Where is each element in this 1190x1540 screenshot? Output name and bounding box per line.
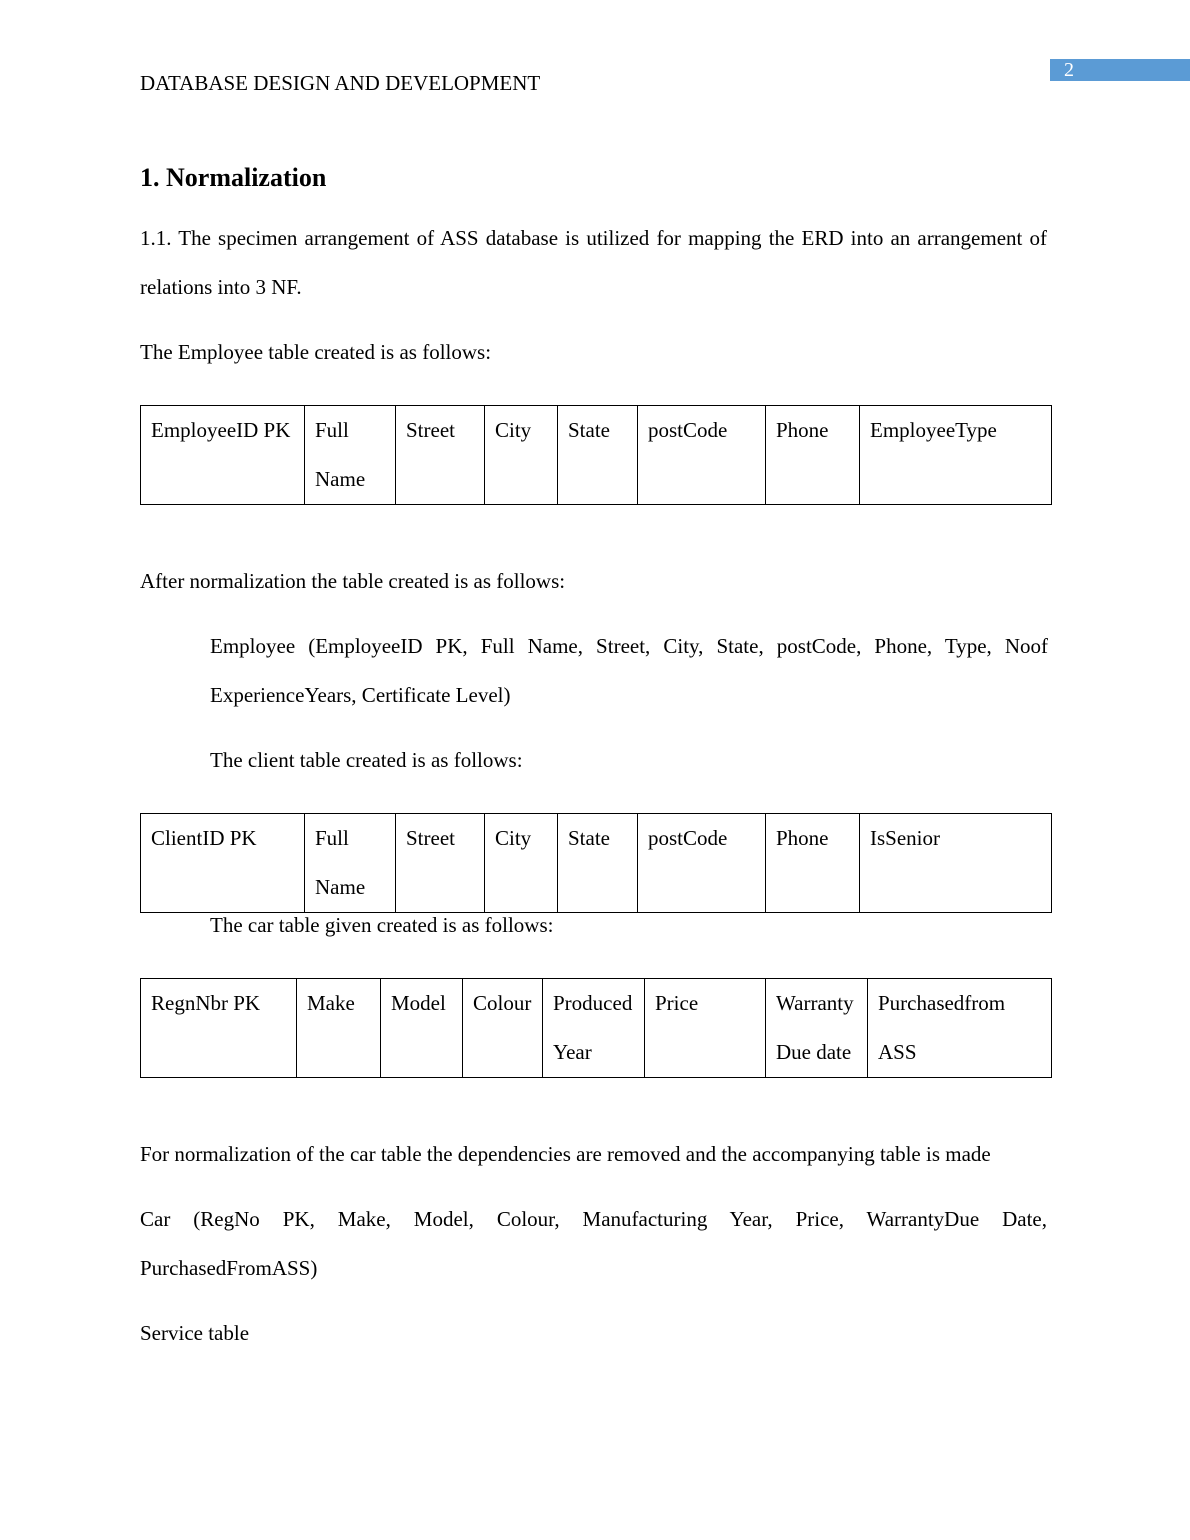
page-number-badge [1050,59,1190,81]
table-cell [381,979,463,1078]
cell-text: ASS [878,1040,917,1064]
table-cell [396,406,485,505]
table-cell [860,814,1052,913]
intro-paragraph-line2: relations into 3 NF. [140,275,302,299]
intro-paragraph-line1: 1.1. The specimen arrangement of ASS database is utilized for mapping the ERD into an arrangement of [140,226,1047,250]
cell-text: Make [307,991,355,1015]
section-heading: 1. Normalization [140,163,327,192]
table-cell [305,406,396,505]
cell-text: City [495,418,532,442]
cell-text: State [568,826,610,850]
cell-text: Year [553,1040,592,1064]
cell-text: Phone [776,826,829,850]
page-number: 2 [1064,59,1074,81]
cell-text: Price [655,991,699,1015]
car-normalization-text: For normalization of the car table the dependencies are removed and the accompanying table is made [140,1142,991,1166]
cell-text: EmployeeType [870,418,997,442]
cell-text: Due date [776,1040,852,1064]
cell-text: Full [315,826,349,850]
table-cell [638,814,766,913]
cell-text: Street [406,826,455,850]
cell-text: Warranty [776,991,854,1015]
cell-text: Name [315,467,366,491]
client-table [140,813,1052,913]
cell-text: EmployeeID PK [151,418,291,442]
cell-text: Colour [473,991,532,1015]
table-cell [638,406,766,505]
table-cell [141,979,297,1078]
employee-table [140,405,1052,505]
table-row [141,406,1052,505]
cell-text: Purchasedfrom [878,991,1006,1015]
employee-table-caption: The Employee table created is as follows: [140,340,492,364]
table-cell [860,406,1052,505]
table-cell [396,814,485,913]
cell-text: postCode [648,826,728,850]
table-cell [543,979,645,1078]
table-cell [297,979,381,1078]
car-table-caption: The car table given created is as follows: [210,913,554,937]
client-table-caption: The client table created is as follows: [210,748,523,772]
table-cell [766,814,860,913]
table-cell [766,979,868,1078]
table-cell [141,814,305,913]
table-cell [868,979,1052,1078]
cell-text: Street [406,418,455,442]
car-relation-line1: Car (RegNo PK, Make, Model, Colour, Manufacturing Year, Price, WarrantyDue Date, [140,1207,1047,1231]
cell-text: City [495,826,532,850]
cell-text: Produced [553,991,633,1015]
cell-text: Phone [776,418,829,442]
table-cell [305,814,396,913]
cell-text: RegnNbr PK [151,991,261,1015]
table-cell [141,406,305,505]
cell-text: ClientID PK [151,826,257,850]
employee-relation-line1: Employee (EmployeeID PK, Full Name, Street, City, State, postCode, Phone, Type, Noof [210,634,1048,658]
table-cell [485,814,558,913]
table-cell [766,406,860,505]
cell-text: Full [315,418,349,442]
cell-text: State [568,418,610,442]
cell-text: Name [315,875,366,899]
cell-text: postCode [648,418,728,442]
table-cell [463,979,543,1078]
car-relation-line2: PurchasedFromASS) [140,1256,318,1280]
table-cell [558,814,638,913]
running-header: DATABASE DESIGN AND DEVELOPMENT [140,71,541,95]
table-cell [558,406,638,505]
table-row [141,979,1052,1078]
car-table [140,978,1052,1078]
table-row [141,814,1052,913]
table-cell [645,979,766,1078]
table-cell [485,406,558,505]
after-normalization-text: After normalization the table created is as follows: [140,569,566,593]
cell-text: Model [391,991,446,1015]
cell-text: IsSenior [870,826,940,850]
service-table-caption: Service table [140,1321,250,1345]
employee-relation-line2: ExperienceYears, Certificate Level) [210,683,511,707]
